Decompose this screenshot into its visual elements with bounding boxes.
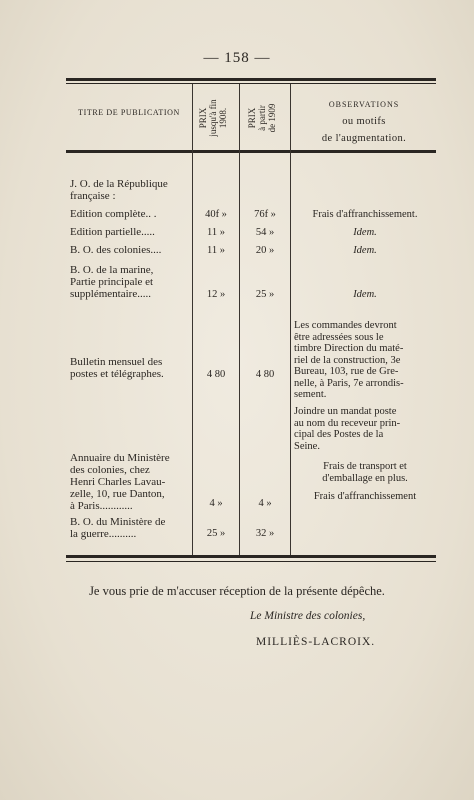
row-title-bo-marine: B. O. de la marine, Partie principale et supplémentaire..... (70, 264, 154, 300)
observation: Idem. (353, 289, 377, 300)
price-1909: 76f » (254, 209, 276, 220)
table-bottom-rule (66, 555, 436, 558)
header-bottom-rule (66, 150, 436, 153)
closing-sentence: Je vous prie de m'accuser réception de la présente dépêche. (89, 584, 385, 598)
price-1908: 25 » (206, 528, 226, 539)
price-1909: 54 » (255, 227, 275, 238)
price-1908: 40f » (205, 209, 227, 220)
observation: Idem. (353, 245, 377, 256)
header-obs-line-1: OBSERVATIONS (328, 100, 400, 109)
row-title-bo-colonies: B. O. des colonies.... (70, 244, 162, 256)
table-bottom-rule-thin (66, 561, 436, 562)
price-1909: 4 80 (255, 369, 275, 380)
price-1908: 4 » (209, 498, 223, 509)
column-divider (290, 84, 291, 555)
table-top-rule-thin (66, 83, 436, 84)
observation: Frais de transport et d'emballage en plus. (322, 461, 408, 484)
row-title-jo: J. O. de la République française : (70, 178, 168, 202)
price-1909: 20 » (255, 245, 275, 256)
header-observations (292, 96, 436, 147)
price-1908: 11 » (207, 227, 225, 238)
observation: Frais d'affranchissement (313, 491, 417, 502)
row-title-annuaire: Annuaire du Ministère des colonies, chez Henri Charles Lavau- zelle, 10, rue Danton, à Paris............ (70, 452, 170, 512)
page-number: — 158 — (203, 50, 271, 66)
row-title-edition-partielle: Edition partielle..... (70, 226, 155, 238)
observation: Idem. (353, 227, 377, 238)
header-obs-line-2: ou motifs (342, 116, 386, 127)
observation: Frais d'affranchissement. (312, 209, 418, 220)
table-top-rule (66, 78, 436, 81)
row-title-bulletin-postes: Bulletin mensuel des postes et télégraphes. (70, 356, 164, 380)
observation: Les commandes devront être adressées sous le timbre Direction du maté- riel de la construction, 3e Bureau, 103, rue de Gre- nelle, à Paris, 7e arrondis- sement. (294, 320, 404, 400)
signature-title: Le Ministre des colonies, (250, 610, 366, 622)
observation: Joindre un mandat poste au nom du receveur prin- cipal des Postes de la Seine. (294, 406, 401, 452)
price-1909: 25 » (255, 289, 275, 300)
price-1909: 32 » (255, 528, 275, 539)
header-price-1909: PRIX à partir de 1909 (247, 103, 277, 133)
header-obs-line-3: de l'augmentation. (321, 133, 407, 144)
row-title-edition-complete: Edition complète.. . (70, 208, 157, 220)
price-1909: 4 » (258, 498, 272, 509)
header-title-publication: TITRE DE PUBLICATION (78, 108, 180, 117)
column-divider (239, 84, 240, 555)
signature-name: MILLIÈS-LACROIX. (256, 636, 376, 648)
header-price-1908: PRIX jusqu'à fin 1908. (198, 99, 228, 137)
row-title-bo-guerre: B. O. du Ministère de la guerre.......... (70, 516, 166, 540)
price-1908: 12 » (206, 289, 226, 300)
price-1908: 11 » (207, 245, 225, 256)
price-1908: 4 80 (206, 369, 226, 380)
